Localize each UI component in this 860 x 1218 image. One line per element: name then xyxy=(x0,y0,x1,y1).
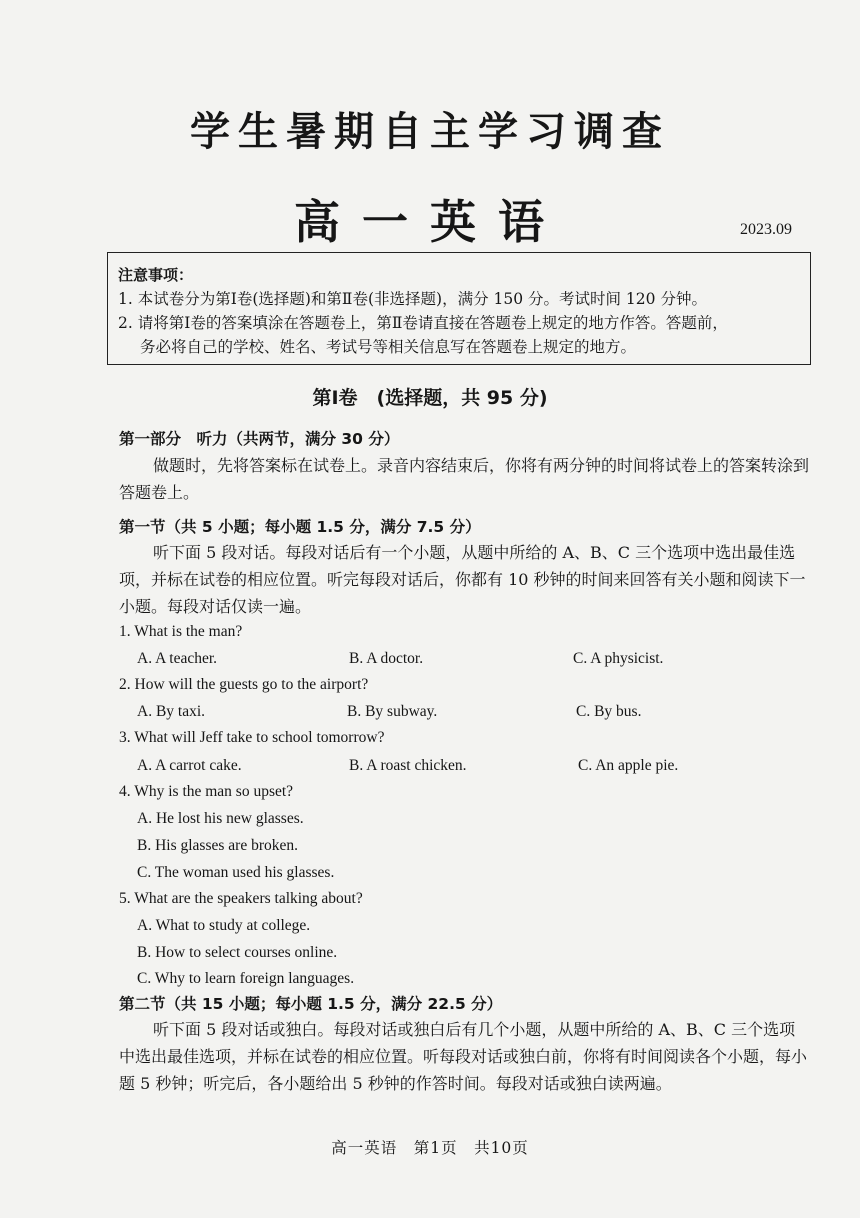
section2-intro: 听下面 5 段对话或独白。每段对话或独白后有几个小题，从题中所给的 A、B、C 三个选项中选出最佳选项，并标在试卷的相应位置。听每段对话或独白前，你将有时间阅读各个小题，每小题 5 秒钟；听完后，各小题给出 5 秒钟的作答时间。每段对话或独白读两遍。 xyxy=(119,1020,808,1093)
option-c: C. An apple pie. xyxy=(578,757,679,774)
subject-title: 高一英语 xyxy=(294,195,566,249)
notice-heading: 注意事项： xyxy=(118,266,194,284)
option-c: C. A physicist. xyxy=(573,650,664,667)
question-stem: 3. What will Jeff take to school tomorrow? xyxy=(119,729,385,746)
question-stem: 2. How will the guests go to the airport? xyxy=(119,676,369,693)
option-c: C. The woman used his glasses. xyxy=(137,864,335,881)
exam-date: 2023.09 xyxy=(740,221,792,238)
volume-title: 第Ⅰ卷 (选择题，共 95 分) xyxy=(312,387,548,409)
option-a: A. What to study at college. xyxy=(137,917,311,934)
part1-title: 第一部分 听力（共两节，满分 30 分） xyxy=(119,430,400,448)
section1-title: 第一节（共 5 小题；每小题 1.5 分，满分 7.5 分） xyxy=(119,518,481,536)
option-c: C. By bus. xyxy=(576,703,642,720)
option-b: B. His glasses are broken. xyxy=(137,837,298,854)
question-stem: 5. What are the speakers talking about? xyxy=(119,890,363,907)
notice-item-2-line-1: 2. 请将第Ⅰ卷的答案填涂在答题卷上，第Ⅱ卷请直接在答题卷上规定的地方作答。答题前， xyxy=(118,314,728,332)
page-footer: 高一英语 第1页 共10页 xyxy=(331,1139,529,1157)
option-a: A. By taxi. xyxy=(137,703,206,720)
option-a: A. A teacher. xyxy=(137,650,218,667)
section2-title: 第二节（共 15 小题；每小题 1.5 分，满分 22.5 分） xyxy=(119,995,503,1013)
option-b: B. A doctor. xyxy=(349,650,424,667)
section1-intro: 听下面 5 段对话。每段对话后有一个小题，从题中所给的 A、B、C 三个选项中选出最佳选项，并标在试卷的相应位置。听完每段对话后，你都有 10 秒钟的时间来回答有关小题和阅读下一小题。每段对话仅读一遍。 xyxy=(119,543,806,616)
notice-box xyxy=(107,252,811,365)
option-b: B. How to select courses online. xyxy=(137,944,338,961)
notice-item-2-line-2: 务必将自己的学校、姓名、考试号等相关信息写在答题卷上规定的地方。 xyxy=(140,338,637,356)
option-a: A. A carrot cake. xyxy=(137,757,242,774)
question-stem: 1. What is the man? xyxy=(119,623,243,640)
notice-item-1: 1. 本试卷分为第Ⅰ卷(选择题)和第Ⅱ卷(非选择题)，满分 150 分。考试时间 120 分钟。 xyxy=(118,290,707,308)
question-stem: 4. Why is the man so upset? xyxy=(119,783,294,800)
exam-title: 学生暑期自主学习调查 xyxy=(190,109,670,155)
option-b: B. By subway. xyxy=(347,703,438,720)
option-b: B. A roast chicken. xyxy=(349,757,467,774)
option-a: A. He lost his new glasses. xyxy=(137,810,304,827)
part1-intro: 做题时，先将答案标在试卷上。录音内容结束后，你将有两分钟的时间将试卷上的答案转涂到答题卷上。 xyxy=(119,456,810,502)
option-c: C. Why to learn foreign languages. xyxy=(137,970,355,987)
